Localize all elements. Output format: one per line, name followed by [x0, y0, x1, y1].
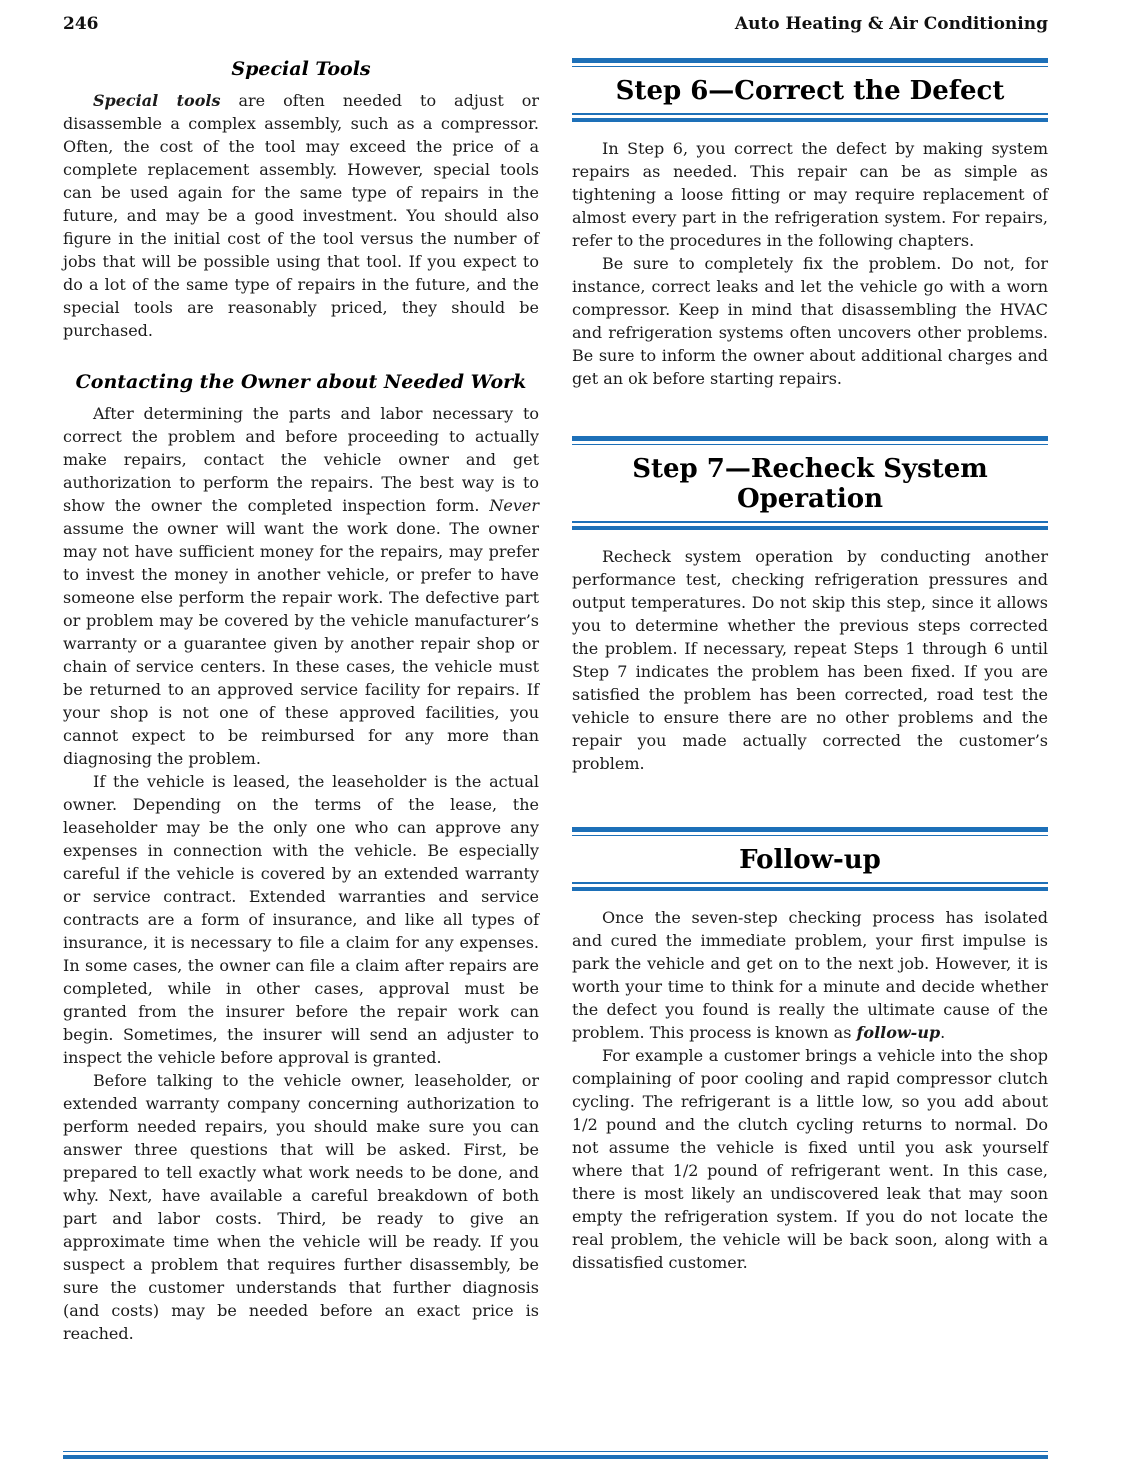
running-title: Auto Heating & Air Conditioning	[734, 14, 1048, 34]
followup-title: Follow-up	[739, 845, 881, 875]
right-column	[572, 58, 1048, 1345]
step6-section	[572, 58, 1048, 390]
page-number: 246	[63, 14, 99, 34]
step7-heading-block	[572, 436, 1048, 530]
step6-paragraph-2: Be sure to completely fix the problem. Do not, for instance, correct leaks and let the vehicle go with a worn compressor. Keep in mind that disassembling the HVAC and refrigeration systems often uncovers other problems. Be sure to inform the owner about additional charges and get an ok before starting repairs.	[572, 254, 1048, 388]
left-column	[63, 58, 539, 1345]
heavy-rule	[63, 1455, 1048, 1460]
light-rule	[572, 113, 1048, 115]
heavy-rule	[572, 58, 1048, 63]
followup-paragraph-2: For example a customer brings a vehicle into the shop complaining of poor cooling and rapid compressor clutch cycling. The refrigerant is a little low, so you add about 1/2 pound and the clutch cycling returns to normal. Do not assume the vehicle is fixed until you ask yourself where that 1/2 pound of refrigerant went. In this case, there is most likely an undiscovered leak that may soon empty the refrigeration system. If you do not locate the real problem, the vehicle will be back soon, along with a dissatisfied customer.	[572, 1046, 1048, 1272]
followup-paragraph-1	[572, 906, 1048, 1044]
step7-title: Step 7—Recheck System Operation	[632, 454, 988, 514]
light-rule	[63, 1451, 1048, 1453]
step6-paragraph-1: In Step 6, you correct the defect by making system repairs as needed. This repair can be as simple as tightening a loose fitting or may require replacement of almost every part in the refrigeration system. For repairs, refer to the procedures in the following chapters.	[572, 139, 1048, 250]
bold-italic-term: Special tools	[93, 91, 221, 110]
paragraph-text: are often needed to adjust or disassemble a complex assembly, such as a compressor. Often, the cost of the tool may exceed the price of a complete replacement assembly. However, special tools can be used again for the same type of repairs in the future, and may be a good investment. You should also figure in the initial cost of the tool versus the number of jobs that will be possible using that tool. If you expect to do a lot of the same type of repairs in the future, and the special tools are reasonably priced, they should be purchased.	[63, 91, 540, 340]
heavy-rule	[572, 827, 1048, 832]
contacting-owner-paragraph-2: If the vehicle is leased, the leaseholder is the actual owner. Depending on the terms of the lease, the leaseholder may be the only one who can approve any expenses in connection with the vehicle. Be especially careful if the vehicle is covered by an extended warranty or service contract. Extended warranties and service contracts are a form of insurance, and like all types of insurance, it is necessary to file a claim for any expenses. In some cases, the owner can file a claim after repairs are completed, while in other cases, approval must be granted from the insurer before the repair work can begin. Sometimes, the insurer will send an adjuster to inspect the vehicle before approval is granted.	[63, 772, 539, 1067]
italic-term: Never	[489, 496, 539, 515]
section-heading-contacting-owner: Contacting the Owner about Needed Work	[75, 371, 527, 393]
light-rule	[572, 521, 1048, 523]
paragraph-text: assume the owner will want the work done. The owner may not have sufficient money for the repairs, may prefer to invest the money in another vehicle, or prefer to have someone else perform the repair work. The defective part or problem may be covered by the vehicle manufacturer’s warranty or a guarantee given by another repair shop or chain of service centers. In these cases, the vehicle must be returned to an approved service facility for repairs. If your shop is not one of these approved facilities, you cannot expect to be reimbursed for any more than diagnosing the problem.	[63, 519, 539, 768]
heavy-rule	[572, 118, 1048, 123]
heavy-rule	[572, 887, 1048, 892]
light-rule	[572, 882, 1048, 884]
step7-section	[572, 436, 1048, 775]
section-heading-special-tools: Special Tools	[231, 58, 371, 80]
followup-section	[572, 827, 1048, 1274]
step7-paragraph-1: Recheck system operation by conducting another performance test, checking refrigeration pressures and output temperatures. Do not skip this step, since it allows you to determine whether the previous steps corrected the problem. If necessary, repeat Steps 1 through 6 until Step 7 indicates the problem has been fixed. If you are satisfied the problem has been corrected, road test the vehicle to ensure there are no other problems and the repair you made actually corrected the customer’s problem.	[572, 547, 1048, 773]
step6-heading-block	[572, 58, 1048, 122]
step6-title: Step 6—Correct the Defect	[615, 76, 1005, 106]
two-column-layout	[63, 58, 1048, 1345]
contacting-owner-paragraph-3: Before talking to the vehicle owner, leaseholder, or extended warranty company concerning authorization to perform needed repairs, you should make sure you can answer three questions that will be asked. First, be prepared to tell exactly what work needs to be done, and why. Next, have available a careful breakdown of both part and labor costs. Third, be ready to give an approximate time when the vehicle will be ready. If you suspect a problem that requires further disassembly, be sure the customer understands that further diagnosis (and costs) may be needed before an exact price is reached.	[63, 1071, 539, 1343]
paragraph-text: .	[940, 1023, 946, 1042]
followup-heading-block	[572, 827, 1048, 891]
page-bottom-rule	[63, 1451, 1048, 1460]
contacting-owner-paragraph-1	[63, 402, 539, 770]
bold-italic-term: follow-up	[856, 1023, 941, 1042]
paragraph-text: After determining the parts and labor necessary to correct the problem and before proceeding to actually make repairs, contact the vehicle owner and get authorization to perform the repairs. The best way is to show the owner the completed inspection form.	[63, 404, 539, 515]
paragraph-text: Once the seven-step checking process has isolated and cured the immediate problem, your first impulse is park the vehicle and get on to the next job. However, it is worth your time to think for a minute and decide whether the defect you found is really the ultimate cause of the problem. This process is known as	[572, 908, 1048, 1042]
page-header	[63, 14, 1048, 34]
heavy-rule	[572, 526, 1048, 531]
heavy-rule	[572, 436, 1048, 441]
special-tools-paragraph	[63, 89, 539, 342]
